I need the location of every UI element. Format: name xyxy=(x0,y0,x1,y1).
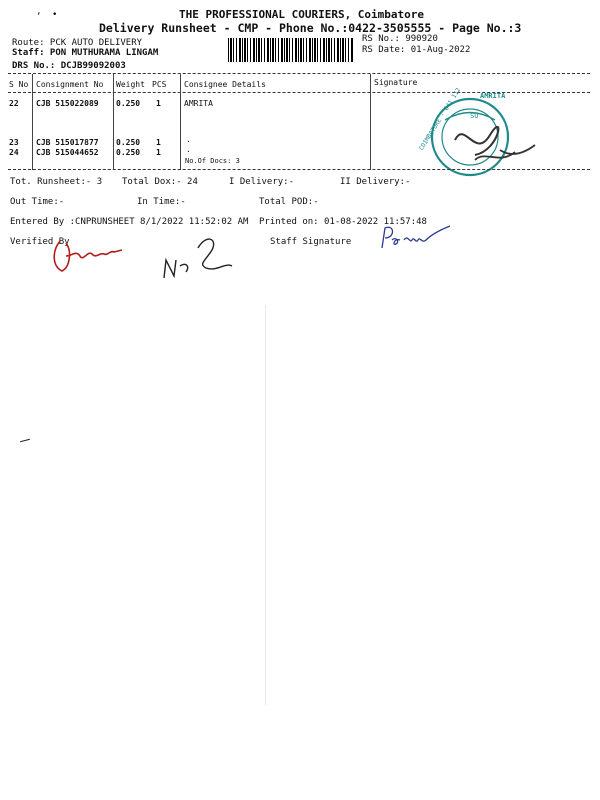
column-divider xyxy=(180,74,181,170)
row-pcs: 1 xyxy=(156,138,161,147)
column-divider xyxy=(113,74,114,170)
stamp-label: AMRITA xyxy=(480,92,506,100)
company-stamp xyxy=(415,90,555,190)
total-runsheet: Tot. Runsheet:- 3 xyxy=(10,177,103,187)
row-sno: 23 xyxy=(9,138,19,147)
stamp-label: COIMBATORE - 641 112 xyxy=(418,86,463,152)
scan-artifact xyxy=(265,305,266,705)
verifier-signature-2 xyxy=(158,228,248,283)
row-consignment: CJB 515044652 xyxy=(36,148,99,157)
no-of-docs: No.Of Docs: 3 xyxy=(185,157,240,165)
header-sno: S No xyxy=(9,80,29,89)
total-pod: Total POD:- xyxy=(259,197,319,207)
staff-text: Staff: PON MUTHURAMA LINGAM xyxy=(12,48,159,58)
row-sno: 24 xyxy=(9,148,19,157)
entered-by: Entered By :CNPRUNSHEET 8/1/2022 11:52:02 AM xyxy=(10,217,249,227)
staff-signature xyxy=(378,222,458,252)
header-consignee: Consignee Details xyxy=(184,80,266,89)
route-text: Route: PCK AUTO DELIVERY xyxy=(12,38,143,48)
staff-signature-label: Staff Signature xyxy=(270,237,352,247)
table-bottom-rule xyxy=(8,169,590,170)
company-title: THE PROFESSIONAL COURIERS, Coimbatore xyxy=(179,8,425,21)
i-delivery: I Delivery:- xyxy=(229,177,295,187)
table-top-rule xyxy=(8,73,590,74)
header-weight: Weight xyxy=(116,80,145,89)
row-consignee: . xyxy=(186,145,191,154)
verified-by-label: Verified By xyxy=(10,237,70,247)
verifier-signature xyxy=(48,236,138,276)
row-consignment: CJB 515022089 xyxy=(36,99,99,108)
printed-on: Printed on: 01-08-2022 11:57:48 xyxy=(259,217,427,227)
total-dox: Total Dox:- 24 xyxy=(122,177,198,187)
header-consignment: Consignment No xyxy=(36,80,104,89)
column-divider xyxy=(32,74,33,170)
header-signature: Signature xyxy=(374,78,418,87)
header-pcs: PCS xyxy=(152,80,167,89)
rs-number: RS No.: 990920 xyxy=(362,34,438,44)
corner-mark: • xyxy=(52,10,58,20)
scan-artifact xyxy=(20,439,30,443)
barcode xyxy=(228,38,353,62)
column-divider xyxy=(370,74,371,170)
row-consignee: AMRITA xyxy=(184,99,213,108)
row-weight: 0.250 xyxy=(116,138,141,147)
runsheet-title: Delivery Runsheet - CMP - Phone No.:0422-3505555 - Page No.:3 xyxy=(99,21,522,35)
row-pcs: 1 xyxy=(156,148,161,157)
row-weight: 0.250 xyxy=(116,99,141,108)
ii-delivery: II Delivery:- xyxy=(340,177,411,187)
row-consignment: CJB 515017877 xyxy=(36,138,99,147)
corner-mark: ‘ xyxy=(36,12,42,22)
row-sno: 22 xyxy=(9,99,19,108)
rs-date: RS Date: 01-Aug-2022 xyxy=(362,45,471,55)
out-time: Out Time:- xyxy=(10,197,65,207)
row-consignee: . xyxy=(186,135,191,144)
row-weight: 0.250 xyxy=(116,148,141,157)
stamp-label: SU xyxy=(470,112,479,120)
drs-number: DRS No.: DCJB99092003 xyxy=(12,61,126,71)
row-pcs: 1 xyxy=(156,99,161,108)
in-time: In Time:- xyxy=(137,197,186,207)
